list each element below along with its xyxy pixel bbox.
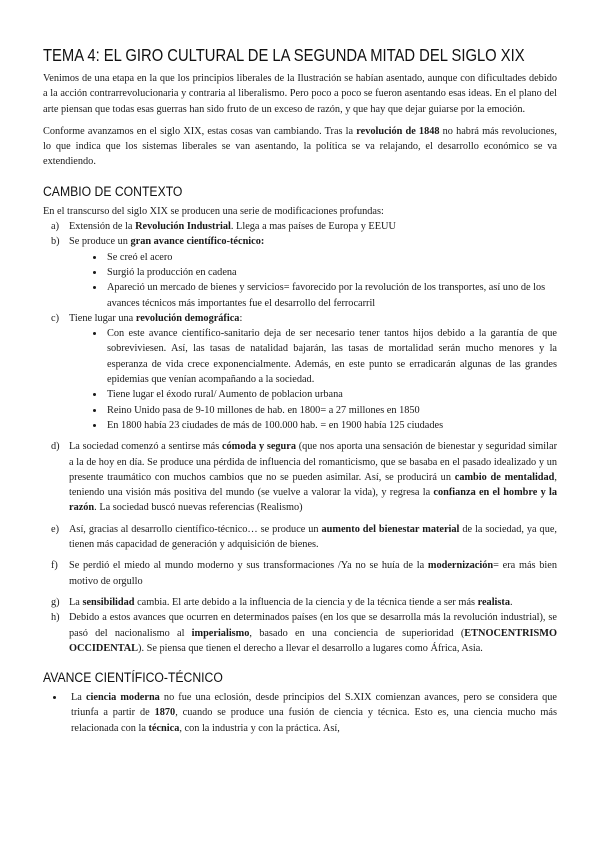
text-run: . <box>510 596 513 608</box>
bold-imperialismo: imperialismo <box>191 627 250 639</box>
bold-sensibilidad: sensibilidad <box>82 596 135 608</box>
bold-revolucion-demografica: revolución demográfica <box>135 312 240 324</box>
list-marker: e) <box>51 523 59 535</box>
section-heading-cambio: CAMBIO DE CONTEXTO <box>43 183 183 200</box>
list-item-d <box>43 439 557 515</box>
bullet-item: • En 1800 había 23 ciudades de más de 100.000 hab. = en 1900 había 125 ciudades <box>105 418 557 433</box>
text-run: Se produce un <box>69 236 131 248</box>
bold-avance-cientifico: gran avance científico-técnico: <box>130 236 265 248</box>
avance-list <box>43 690 557 736</box>
intro-paragraph-2 <box>43 124 557 170</box>
text-run: Se perdió el miedo al mundo moderno y sus transformaciones /Ya no se huía de la <box>69 560 428 572</box>
list-item-h <box>43 610 557 656</box>
bold-ciencia-moderna: ciencia moderna <box>85 692 160 704</box>
section-heading-avance: AVANCE CIENTÍFICO-TÉCNICO <box>43 670 223 687</box>
bold-1870: 1870 <box>154 707 176 719</box>
cambio-lead: En el transcurso del siglo XIX se producen una serie de modificaciones profundas: <box>43 205 384 217</box>
bold-comoda-segura: cómoda y segura <box>221 441 296 453</box>
bullet-list-c <box>69 326 557 433</box>
text-run: = era más bien motivo de orgullo <box>69 560 557 587</box>
bullet-item: • Con este avance científico-sanitario deja de ser necesario tener tantos hijos debido a la garantía de que sobreviviesen. Así, las tasas de natalidad bajarán, las tasas de mortalidad serán mucho menores y la esperanza de vida crece exponencialmente. Además, en este punto se erradicarán algunas de las grandes epidemias que venían acompañando a la sociedad. <box>105 326 557 387</box>
bold-bienestar-material: aumento del bienestar material <box>321 523 460 535</box>
list-marker: b) <box>51 236 60 248</box>
text-run: , cuando se produce una fusión de ciencia y técnica. Esto es, una ciencia mucho más relacionada con la <box>71 707 557 734</box>
text-run: de la sociedad, ya que, tienen más capacidad de generación y adquisición de bienes. <box>69 523 558 551</box>
list-marker: c) <box>51 312 59 324</box>
text-run: no fue una eclosión, desde principios del S.XIX comienzan avances, pero se considera que triunfa a partir de <box>71 692 558 719</box>
text-run: Así, gracias al desarrollo científico-técnico… se produce un <box>69 523 322 535</box>
text-run: cambia. El arte debido a la influencia de la ciencia y de la técnica tiende a ser más <box>134 596 478 608</box>
text-run: : <box>239 312 243 324</box>
list-item-f <box>43 558 557 589</box>
bold-cambio-mentalidad: cambio de mentalidad <box>454 471 555 483</box>
bullet-item: • Surgió la producción en cadena <box>105 265 557 280</box>
text-run: , con la industria y con la práctica. Así, <box>179 722 340 734</box>
intro-paragraph-1: Venimos de una etapa en la que los principios liberales de la Ilustración se habían asentado, aunque con dificultades debido a la acción contrarrevolucionaria y contraria al liberalismo. Pero poco a poco se fueron asentando esas ideas. En el plano del arte piensan que todas esas guerras han sido fruto de un exceso de razón, y que hay que dejar guiarse por la emoción. <box>43 73 557 115</box>
list-marker: a) <box>51 221 59 233</box>
bold-modernizacion: modernización <box>427 560 494 572</box>
text-run: Extensión de la <box>69 221 136 233</box>
text-run: , teniendo una visión más positiva del mundo (se vuelve a valorar la vida), y regresa la <box>69 471 557 499</box>
bold-tecnica: técnica <box>148 722 180 734</box>
text-run: La <box>71 692 86 704</box>
text-run: . Llega a mas países de Europa y EEUU <box>230 221 396 233</box>
bullet-item: • Se creó el acero <box>105 250 557 265</box>
document-page <box>43 44 557 736</box>
list-item-g <box>43 595 557 610</box>
bold-revolucion-industrial: Revolución Industrial <box>135 221 231 233</box>
text-run: Conforme avanzamos en el siglo XIX, estas cosas van cambiando. Tras la <box>43 125 357 137</box>
bullet-item: • Reino Unido pasa de 9-10 millones de hab. en 1800= a 27 millones en 1850 <box>105 403 557 418</box>
list-item-c <box>43 311 557 433</box>
list-marker: d) <box>51 441 60 453</box>
list-item-a <box>43 219 557 234</box>
bullet-item: • Apareció un mercado de bienes y servicios= favorecido por la revolución de los transportes, así uno de los avances técnicos más importantes fue el desarrollo del ferrocarril <box>105 280 557 311</box>
text-run: (que nos aporta una sensación de bienestar y seguridad similar a la de hoy en día. Se produce una pérdida de influencia del romanticismo, que se basaba en el pasado idealizado y un presente traumático con muchos cambios que no se pueden asimilar. Así, se producirá un <box>69 441 557 483</box>
text-run: no habrá más revoluciones, lo que indica que los sistemas liberales se van asentando, la política se va relajando, el desarrollo económico se va extendiendo. <box>43 125 557 168</box>
cambio-list <box>43 219 557 656</box>
bullet-list-b <box>69 250 557 311</box>
text-run: La sociedad comenzó a sentirse más <box>69 441 222 453</box>
list-marker: h) <box>51 612 60 624</box>
list-marker: g) <box>51 596 60 608</box>
page-title: TEMA 4: EL GIRO CULTURAL DE LA SEGUNDA MITAD DEL SIGLO XIX <box>43 45 525 65</box>
text-run: . La sociedad buscó nuevas referencias (Realismo) <box>94 502 303 514</box>
list-item-e <box>43 522 557 553</box>
text-run: ). Se piensa que tienen el derecho a llevar el desarrollo a lugares como África, Asia. <box>138 642 483 654</box>
text-run: Debido a estos avances que ocurren en determinados países (en los que se desarrolla más la revolución industrial), se pasó del nacionalismo al <box>69 612 557 639</box>
bold-revolucion-1848: revolución de 1848 <box>356 125 440 137</box>
bold-etnocentrismo: ETNOCENTRISMO OCCIDENTAL <box>69 627 557 654</box>
list-item-b <box>43 234 557 310</box>
bold-confianza: confianza en el hombre y la razón <box>69 487 557 514</box>
text-run: Tiene lugar una <box>69 312 136 324</box>
bold-realista: realista <box>477 596 511 608</box>
list-marker: f) <box>51 560 58 572</box>
text-run: La <box>69 596 83 608</box>
bullet-item <box>65 690 557 736</box>
bullet-item: • Tiene lugar el éxodo rural/ Aumento de poblacion urbana <box>105 387 557 402</box>
text-run: , basado en una conciencia de superioridad ( <box>249 627 465 639</box>
